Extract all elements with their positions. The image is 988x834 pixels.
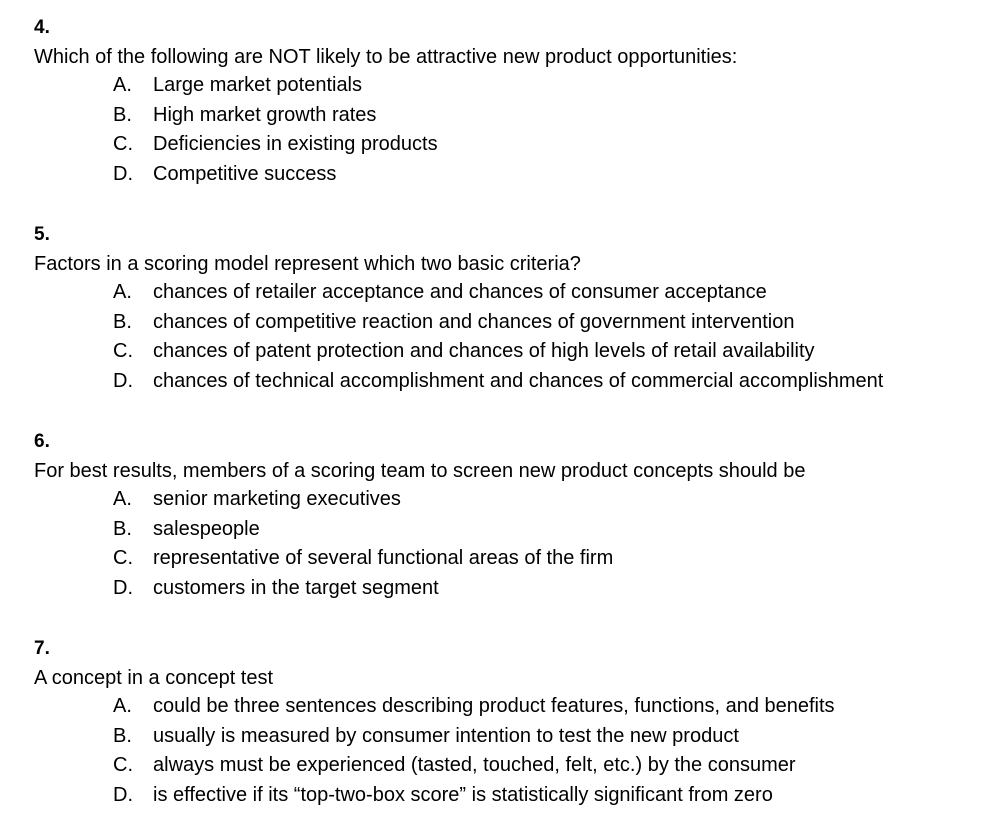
option-text: salespeople [153, 517, 260, 540]
option-a [34, 485, 974, 515]
option-list [34, 692, 974, 810]
question-number: 6. [34, 431, 50, 452]
option-text: could be three sentences describing product features, functions, and benefits [153, 695, 835, 717]
option-text: Deficiencies in existing products [153, 133, 438, 155]
option-letter: A. [113, 488, 132, 510]
option-b [34, 308, 974, 338]
question-6 [34, 431, 974, 603]
question-stem: Which of the following are NOT likely to be attractive new product opportunities: [34, 46, 738, 68]
option-text: representative of several functional areas of the firm [153, 547, 614, 569]
option-text: chances of technical accomplishment and chances of commercial accomplishment [153, 369, 884, 392]
option-b [34, 722, 974, 752]
option-letter: A. [113, 695, 132, 717]
option-text: Large market potentials [153, 74, 363, 96]
option-text: always must be experienced (tasted, touched, felt, etc.) by the consumer [153, 754, 796, 776]
option-letter: C. [113, 340, 133, 362]
option-text: usually is measured by consumer intention to test the new product [153, 724, 739, 747]
option-letter: B. [113, 517, 132, 540]
question-4 [34, 17, 974, 189]
option-d [34, 367, 974, 397]
option-list [34, 71, 974, 189]
option-text: chances of competitive reaction and chances of government intervention [153, 310, 795, 333]
question-number: 5. [34, 224, 50, 245]
option-text: chances of retailer acceptance and chances of consumer acceptance [153, 281, 767, 303]
question-5 [34, 224, 974, 396]
option-a [34, 278, 974, 308]
option-a [34, 692, 974, 722]
option-letter: B. [113, 103, 132, 126]
option-letter: A. [113, 281, 132, 303]
option-text: is effective if its “top-two-box score” is statistically significant from zero [153, 783, 773, 806]
option-d [34, 574, 974, 604]
question-stem: A concept in a concept test [34, 667, 274, 689]
option-c [34, 751, 974, 781]
option-letter: A. [113, 74, 132, 96]
option-c [34, 337, 974, 367]
question-stem: Factors in a scoring model represent which two basic criteria? [34, 253, 581, 275]
option-d [34, 160, 974, 190]
question-stem: For best results, members of a scoring team to screen new product concepts should be [34, 460, 806, 482]
option-c [34, 130, 974, 160]
option-text: senior marketing executives [153, 488, 401, 510]
option-letter: D. [113, 369, 133, 392]
question-number: 7. [34, 638, 50, 659]
option-text: customers in the target segment [153, 576, 439, 599]
question-number: 4. [34, 17, 50, 38]
option-text: Competitive success [153, 162, 337, 185]
option-c [34, 544, 974, 574]
option-a [34, 71, 974, 101]
question-7 [34, 638, 974, 810]
option-letter: C. [113, 133, 133, 155]
option-b [34, 101, 974, 131]
option-letter: B. [113, 310, 132, 333]
option-letter: D. [113, 576, 133, 599]
option-list [34, 485, 974, 603]
option-text: chances of patent protection and chances of high levels of retail availability [153, 340, 815, 362]
option-letter: D. [113, 162, 133, 185]
option-list [34, 278, 974, 396]
option-d [34, 781, 974, 811]
option-b [34, 515, 974, 545]
option-letter: D. [113, 783, 133, 806]
option-letter: B. [113, 724, 132, 747]
option-letter: C. [113, 754, 133, 776]
option-letter: C. [113, 547, 133, 569]
option-text: High market growth rates [153, 103, 377, 126]
